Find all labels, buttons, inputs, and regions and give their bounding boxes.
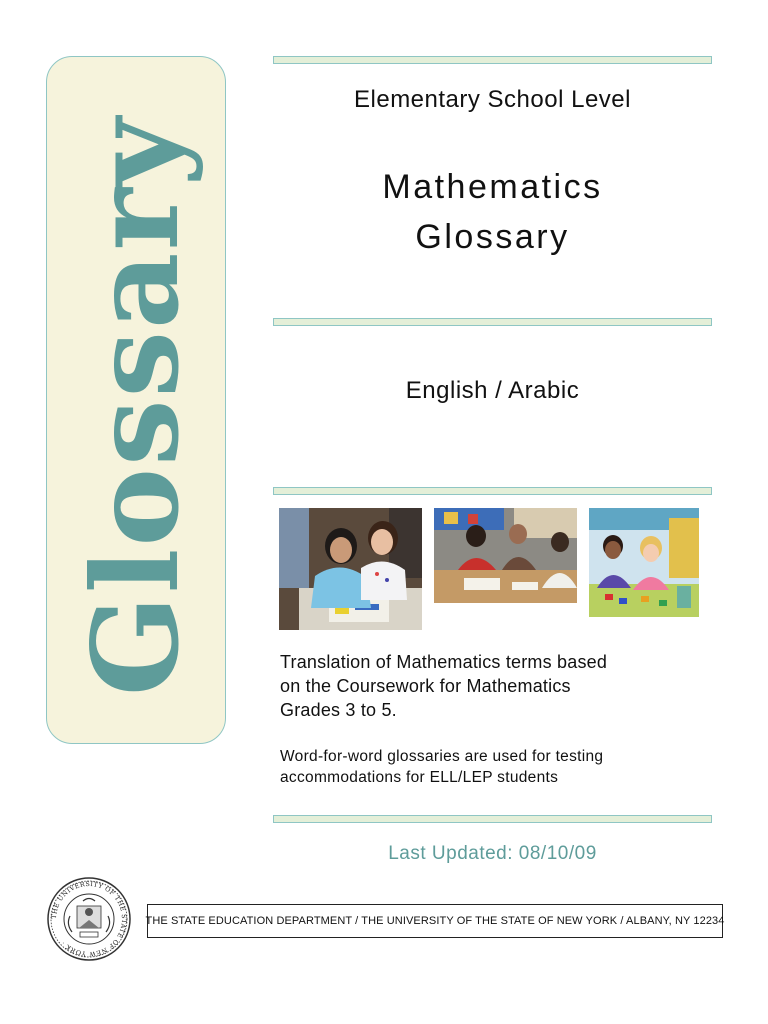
language-pair: English / Arabic <box>405 377 580 404</box>
divider-rule <box>273 815 712 823</box>
school-level: Elementary School Level <box>354 86 631 113</box>
usage-note <box>280 746 700 788</box>
title-line-2: Glossary <box>415 218 570 256</box>
last-updated: Last Updated: 08/10/09 <box>388 843 597 864</box>
usage-note-line: accommodations for ELL/LEP students <box>280 769 559 786</box>
svg-text:THE UNIVERSITY OF THE STATE OF: THE UNIVERSITY OF THE STATE OF NEW YORK · <box>49 879 129 959</box>
footer <box>147 904 723 938</box>
state-seal-icon <box>46 876 132 962</box>
footer-text: THE STATE EDUCATION DEPARTMENT / THE UNIVERSITY OF THE STATE OF NEW YORK / ALBANY, NY 12234 <box>145 915 725 927</box>
description-line: Translation of Mathematics terms based <box>280 652 608 672</box>
children-blocks-photo <box>589 508 699 617</box>
description-line: on the Coursework for Mathematics <box>280 676 571 696</box>
page-title <box>273 162 712 262</box>
girls-working-photo <box>279 508 422 630</box>
teacher-students-photo <box>434 508 577 603</box>
divider-rule <box>273 487 712 495</box>
side-glossary-word: Glossary <box>66 115 205 697</box>
divider-rule <box>273 56 712 64</box>
title-line-1: Mathematics <box>382 168 603 206</box>
divider-rule <box>273 318 712 326</box>
usage-note-line: Word-for-word glossaries are used for testing <box>280 748 604 765</box>
description-line: Grades 3 to 5. <box>280 700 397 720</box>
description <box>280 650 700 722</box>
